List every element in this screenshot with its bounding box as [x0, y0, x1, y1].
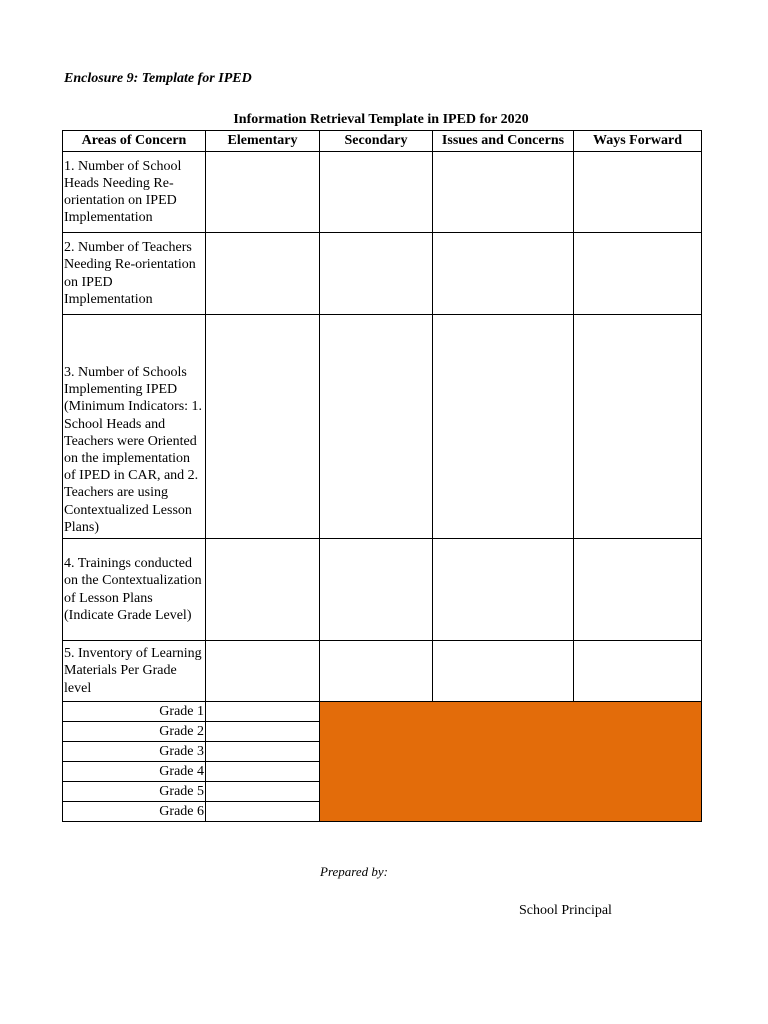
table-row [63, 641, 702, 702]
header-row [63, 131, 702, 152]
elementary-cell[interactable] [206, 539, 320, 641]
ways-forward-cell[interactable] [574, 233, 702, 315]
grade-value-cell[interactable] [206, 802, 320, 822]
grade-label-5: Grade 5 [63, 782, 206, 802]
table-row [63, 152, 702, 233]
issues-cell[interactable] [433, 233, 574, 315]
grade-label-1: Grade 1 [63, 702, 206, 722]
ways-forward-cell[interactable] [574, 152, 702, 233]
shaded-block [320, 702, 702, 822]
enclosure-heading: Enclosure 9: Template for IPED [64, 71, 252, 86]
secondary-cell[interactable] [320, 539, 433, 641]
issues-cell[interactable] [433, 315, 574, 539]
col-header-secondary: Secondary [320, 131, 433, 152]
issues-cell[interactable] [433, 641, 574, 702]
elementary-cell[interactable] [206, 641, 320, 702]
issues-cell[interactable] [433, 539, 574, 641]
grade-value-cell[interactable] [206, 722, 320, 742]
col-header-issues-and-concerns: Issues and Concerns [433, 131, 574, 152]
elementary-cell[interactable] [206, 233, 320, 315]
grade-value-cell[interactable] [206, 702, 320, 722]
col-header-elementary: Elementary [206, 131, 320, 152]
grade-value-cell[interactable] [206, 742, 320, 762]
secondary-cell[interactable] [320, 315, 433, 539]
grade-row [63, 702, 702, 722]
prepared-by-label: Prepared by: [320, 864, 388, 879]
issues-cell[interactable] [433, 152, 574, 233]
table-title: Information Retrieval Template in IPED for 2020 [233, 112, 529, 127]
grade-label-4: Grade 4 [63, 762, 206, 782]
signatory-title: School Principal [519, 903, 612, 918]
iped-template-table [62, 130, 702, 822]
table-row [63, 233, 702, 315]
ways-forward-cell[interactable] [574, 641, 702, 702]
elementary-cell[interactable] [206, 315, 320, 539]
area-of-concern-5: 5. Inventory of Learning Materials Per Grade level [63, 641, 206, 702]
ways-forward-cell[interactable] [574, 315, 702, 539]
grade-value-cell[interactable] [206, 782, 320, 802]
ways-forward-cell[interactable] [574, 539, 702, 641]
grade-label-2: Grade 2 [63, 722, 206, 742]
grade-value-cell[interactable] [206, 762, 320, 782]
table-row [63, 539, 702, 641]
grade-label-3: Grade 3 [63, 742, 206, 762]
elementary-cell[interactable] [206, 152, 320, 233]
secondary-cell[interactable] [320, 152, 433, 233]
area-of-concern-2: 2. Number of Teachers Needing Re-orientation on IPED Implementation [63, 233, 206, 315]
area-of-concern-3: 3. Number of Schools Implementing IPED (Minimum Indicators: 1. School Heads and Teachers were Oriented on the implementation of IPED in CAR, and 2. Teachers are using Contextualized Lesson Plans) [63, 315, 206, 539]
col-header-ways-forward: Ways Forward [574, 131, 702, 152]
grade-label-6: Grade 6 [63, 802, 206, 822]
secondary-cell[interactable] [320, 233, 433, 315]
area-of-concern-1: 1. Number of School Heads Needing Re-orientation on IPED Implementation [63, 152, 206, 233]
area-of-concern-4: 4. Trainings conducted on the Contextualization of Lesson Plans (Indicate Grade Level) [63, 539, 206, 641]
secondary-cell[interactable] [320, 641, 433, 702]
table-row [63, 315, 702, 539]
col-header-areas-of-concern: Areas of Concern [63, 131, 206, 152]
